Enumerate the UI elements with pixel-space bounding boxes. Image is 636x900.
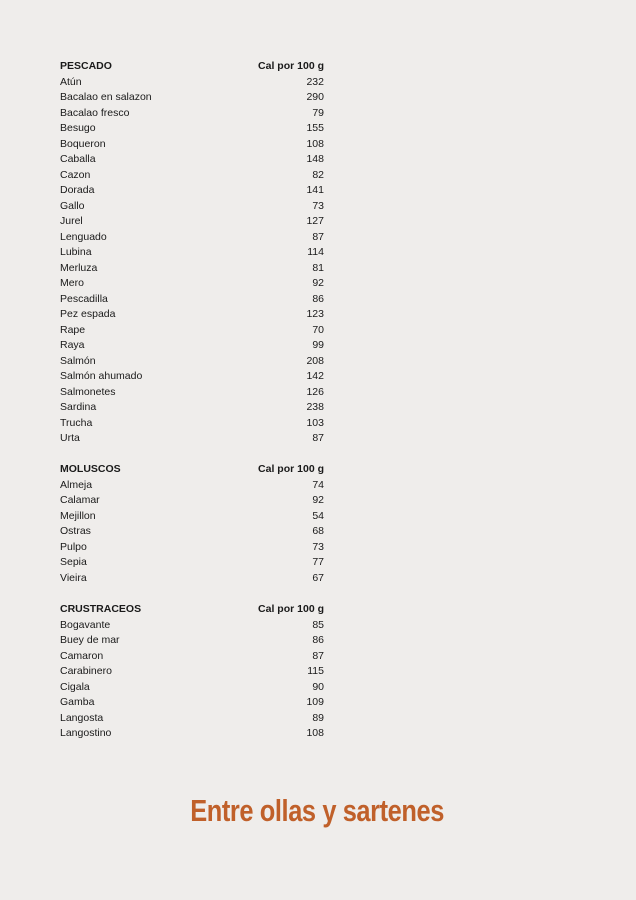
table-row (60, 618, 324, 634)
food-name: Almeja (60, 478, 93, 491)
food-name: Mejillon (60, 509, 96, 522)
section-header (60, 59, 324, 75)
food-name: Bacalao en salazon (60, 91, 152, 103)
table-row (60, 90, 324, 106)
calorie-value: 142 (306, 370, 324, 382)
table-row (60, 711, 324, 727)
table-row (60, 493, 324, 509)
food-name: Vieira (60, 571, 87, 584)
section-title: CRUSTRACEOS (60, 603, 142, 615)
table-row (60, 245, 324, 261)
calorie-value: 90 (312, 680, 324, 693)
table-row (60, 633, 324, 649)
table-row (60, 369, 324, 385)
food-name: Merluza (60, 261, 98, 274)
food-name: Pescadilla (60, 292, 108, 305)
food-name: Ostras (60, 525, 91, 537)
section-header (60, 602, 324, 618)
calorie-value: 108 (306, 137, 324, 150)
table-row (60, 664, 324, 680)
table-row (60, 354, 324, 370)
food-name: Cigala (60, 680, 90, 693)
food-name: Mero (60, 277, 84, 289)
table-row (60, 276, 324, 292)
table-row (60, 137, 324, 153)
calorie-value: 89 (312, 711, 324, 724)
column-header-calories: Cal por 100 g (258, 463, 324, 475)
section-crustraceos (60, 602, 324, 742)
table-row (60, 168, 324, 184)
calorie-value: 155 (306, 122, 324, 134)
food-name: Salmón ahumado (60, 370, 143, 382)
table-row (60, 695, 324, 711)
food-name: Urta (60, 432, 80, 444)
table-row (60, 323, 324, 339)
table-row (60, 214, 324, 230)
table-row (60, 152, 324, 168)
food-name: Jurel (60, 215, 83, 227)
food-name: Sepia (60, 556, 87, 568)
table-row (60, 571, 324, 587)
table-row (60, 199, 324, 215)
food-name: Langostino (60, 727, 112, 739)
food-name: Carabinero (60, 665, 112, 677)
table-row (60, 540, 324, 556)
food-name: Calamar (60, 494, 100, 506)
calorie-value: 87 (312, 432, 324, 444)
food-name: Langosta (60, 711, 104, 724)
calorie-value: 108 (306, 727, 324, 739)
calorie-value: 81 (312, 261, 324, 274)
food-name: Bogavante (60, 618, 111, 631)
table-row (60, 307, 324, 323)
calorie-value: 73 (312, 540, 324, 553)
calorie-value: 73 (312, 199, 324, 212)
calorie-value: 54 (312, 509, 324, 522)
food-name: Pez espada (60, 308, 116, 320)
table-row (60, 183, 324, 199)
table-row (60, 261, 324, 277)
calorie-value: 86 (312, 634, 324, 646)
calorie-value: 127 (306, 215, 324, 227)
table-row (60, 680, 324, 696)
food-name: Raya (60, 339, 85, 351)
calorie-value: 208 (306, 354, 324, 367)
calorie-value: 92 (312, 277, 324, 289)
table-row (60, 338, 324, 354)
table-row (60, 416, 324, 432)
food-name: Sardina (60, 401, 97, 413)
food-name: Bacalao fresco (60, 106, 130, 119)
food-name: Buey de mar (60, 634, 120, 646)
table-row (60, 726, 324, 742)
column-header-calories: Cal por 100 g (258, 60, 324, 72)
food-name: Atún (60, 75, 82, 88)
calorie-value: 126 (306, 385, 324, 398)
calorie-value: 232 (306, 75, 324, 88)
table-row (60, 431, 324, 447)
calorie-value: 82 (312, 168, 324, 181)
column-header-calories: Cal por 100 g (258, 603, 324, 615)
calorie-value: 68 (312, 525, 324, 537)
table-row (60, 400, 324, 416)
calorie-value: 103 (306, 416, 324, 429)
calorie-value: 77 (312, 556, 324, 568)
food-name: Salmón (60, 354, 96, 367)
calorie-value: 114 (307, 246, 324, 258)
food-name: Pulpo (60, 540, 87, 553)
section-pescado (60, 59, 324, 447)
table-row (60, 509, 324, 525)
food-name: Dorada (60, 184, 95, 196)
table-row (60, 649, 324, 665)
table-row (60, 478, 324, 494)
calorie-value: 87 (312, 649, 324, 662)
calorie-value: 123 (306, 308, 324, 320)
calorie-value: 67 (312, 571, 324, 584)
calorie-value: 74 (312, 478, 324, 491)
food-name: Boqueron (60, 137, 106, 150)
food-name: Trucha (60, 416, 93, 429)
food-name: Caballa (60, 153, 96, 165)
table-row (60, 524, 324, 540)
food-name: Besugo (60, 122, 96, 134)
food-name: Lenguado (60, 230, 107, 243)
table-row (60, 555, 324, 571)
calorie-value: 79 (312, 106, 324, 119)
food-name: Gamba (60, 696, 95, 708)
food-name: Camaron (60, 649, 104, 662)
table-row (60, 292, 324, 308)
food-name: Gallo (60, 199, 85, 212)
calorie-value: 87 (312, 230, 324, 243)
calorie-value: 109 (306, 696, 324, 708)
calorie-value: 92 (312, 494, 324, 506)
calorie-value: 148 (306, 153, 324, 165)
table-row (60, 75, 324, 91)
table-row (60, 230, 324, 246)
calorie-value: 141 (306, 184, 324, 196)
footer-title: Entre ollas y sartenes (190, 793, 444, 828)
food-name: Cazon (60, 168, 91, 181)
table-row (60, 121, 324, 137)
food-name: Lubina (60, 246, 92, 258)
calorie-value: 238 (306, 401, 324, 413)
food-name: Salmonetes (60, 385, 116, 398)
section-title: PESCADO (60, 60, 112, 72)
calorie-value: 85 (312, 618, 324, 631)
table-row (60, 106, 324, 122)
calorie-value: 115 (307, 665, 324, 677)
section-moluscos (60, 462, 324, 586)
calorie-value: 86 (312, 292, 324, 305)
section-header (60, 462, 324, 478)
calorie-value: 99 (312, 339, 324, 351)
table-row (60, 385, 324, 401)
section-title: MOLUSCOS (60, 463, 121, 475)
calorie-value: 70 (312, 323, 324, 336)
calorie-value: 290 (306, 91, 324, 103)
food-name: Rape (60, 323, 86, 336)
